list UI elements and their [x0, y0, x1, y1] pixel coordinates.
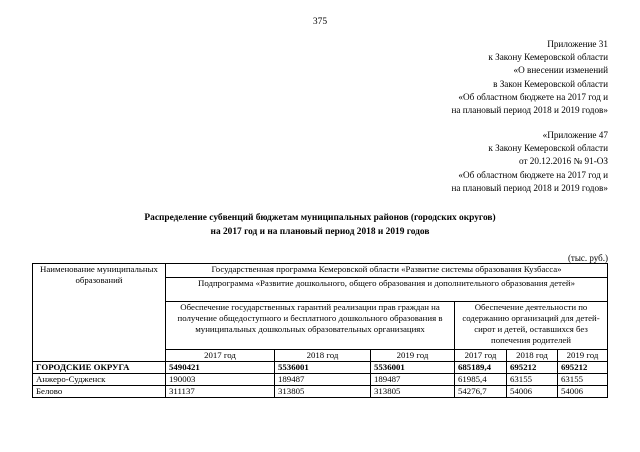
appendix-line: Приложение 31 — [547, 39, 608, 49]
appendix-line: «Об областном бюджете на 2017 год и — [458, 91, 608, 102]
year-header: 2017 год — [455, 350, 507, 362]
row-value: 189487 — [371, 374, 455, 386]
appendix-line: в Закон Кемеровской области — [493, 78, 608, 89]
appendix-line: на плановый период 2018 и 2019 годов» — [451, 182, 608, 193]
row-value: 685189,4 — [455, 362, 507, 374]
row-value: 54006 — [507, 386, 558, 398]
row-value: 313805 — [275, 386, 371, 398]
table-row — [33, 362, 608, 374]
row-value: 189487 — [275, 374, 371, 386]
appendix-line: «О внесении изменений — [513, 65, 608, 76]
appendix-line: к Закону Кемеровской области — [488, 52, 608, 63]
year-header: 2018 год — [507, 350, 558, 362]
table-row — [33, 374, 608, 386]
appendix-31-header — [451, 38, 608, 117]
group-orphans-header: Обеспечение деятельности по содержанию организаций для детей-сирот и детей, оставшихся без попечения родителей — [455, 302, 608, 350]
row-value: 5536001 — [371, 362, 455, 374]
row-value: 5536001 — [275, 362, 371, 374]
row-value: 63155 — [507, 374, 558, 386]
program-header: Государственная программа Кемеровской области «Развитие системы образования Кузбасса» — [166, 264, 608, 278]
appendix-line: к Закону Кемеровской области — [488, 143, 608, 154]
title-line-1: Распределение субвенций бюджетам муниципальных районов (городских округов) — [144, 213, 496, 223]
year-header: 2019 год — [371, 350, 455, 362]
appendix-line: «Об областном бюджете на 2017 год и — [458, 169, 608, 180]
title-line-2: на 2017 год и на плановый период 2018 и 2019 годов — [210, 227, 430, 237]
subsidy-table — [32, 263, 608, 398]
year-header: 2019 год — [558, 350, 608, 362]
row-value: 190003 — [166, 374, 275, 386]
year-header: 2018 год — [275, 350, 371, 362]
appendix-line: от 20.12.2016 № 91-ОЗ — [519, 156, 608, 167]
group-preschool-header: Обеспечение государственных гарантий реализации прав граждан на получение общедоступного и бесплатного дошкольного образования в муниципальных дошкольных образовательных организациях — [166, 302, 455, 350]
page-number: 375 — [312, 17, 328, 27]
document-title — [0, 211, 640, 239]
row-value: 61985,4 — [455, 374, 507, 386]
row-value: 695212 — [507, 362, 558, 374]
row-value: 311137 — [166, 386, 275, 398]
table-row — [33, 386, 608, 398]
appendix-line: «Приложение 47 — [542, 130, 608, 140]
row-value: 54006 — [558, 386, 608, 398]
row-value: 54276,7 — [455, 386, 507, 398]
subprogram-header: Подпрограмма «Развитие дошкольного, общего образования и дополнительного образования детей» — [166, 278, 608, 302]
year-header: 2017 год — [166, 350, 275, 362]
appendix-47-header — [451, 129, 608, 195]
unit-label: (тыс. руб.) — [567, 253, 608, 263]
row-name: Анжеро-Судженск — [33, 374, 166, 386]
row-value: 5490421 — [166, 362, 275, 374]
row-name: ГОРОДСКИЕ ОКРУГА — [33, 362, 166, 374]
appendix-line: на плановый период 2018 и 2019 годов» — [451, 105, 608, 116]
name-column-header: Наименование муниципальных образований — [33, 264, 166, 362]
row-value: 313805 — [371, 386, 455, 398]
row-name: Белово — [33, 386, 166, 398]
row-value: 695212 — [558, 362, 608, 374]
row-value: 63155 — [558, 374, 608, 386]
